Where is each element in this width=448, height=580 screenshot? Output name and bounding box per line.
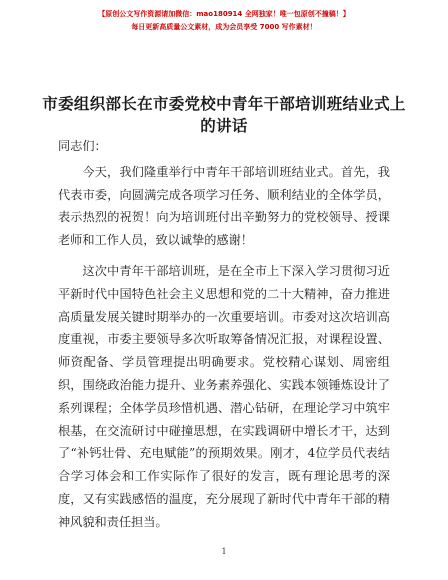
page-number: 1 <box>221 547 227 556</box>
promo-line-1: 【原创公文写作资源请加微信：mao180914 全网独家！唯一包原创不撞稿！】 <box>98 10 350 18</box>
speech-body <box>58 135 390 542</box>
promo-line-2: 每日更新高质量公文素材，成为会员享受 7000 写作素材！ <box>131 23 317 31</box>
salutation: 同志们： <box>58 139 107 153</box>
paragraph-training-summary: 这次中青年干部培训班，是在全市上下深入学习贯彻习近平新时代中国特色社会主义思想和党的二十大精神，奋力推进高质量发展关键时期举办的一次重要培训。市委对这次培训高度重视，市委主要领导多次听取筹备情况汇报，对课程设置、师资配备、学员管理提出明确要求。党校精心谋划、周密组织，围绕政治能力提升、业务素养强化、实践本领锤炼设计了系列课程；全体学员珍惜机遇、潜心钻研，在理论学习中筑牢根基，在交流研讨中碰撞思想，在实践调研中增长才干，达到了“补钙壮骨、充电赋能”的预期效果。刚才，4位学员代表结合学习体会和工作实际作了很好的发言，既有理论思考的深度，又有实践感悟的温度，充分展现了新时代中青年干部的精神风貌和责任担当。 <box>58 263 390 529</box>
paragraph-opening: 今天，我们隆重举行中青年干部培训班结业式。首先，我代表市委，向圆满完成各项学习任务、顺利结业的全体学员，表示热烈的祝贺！向为培训班付出辛勤努力的党校领导、授课老师和工作人员，致以诚挚的感谢！ <box>58 164 390 248</box>
document-title: 市委组织部长在市委党校中青年干部培训班结业式上的讲话 <box>42 95 406 135</box>
promo-banner <box>0 8 448 34</box>
